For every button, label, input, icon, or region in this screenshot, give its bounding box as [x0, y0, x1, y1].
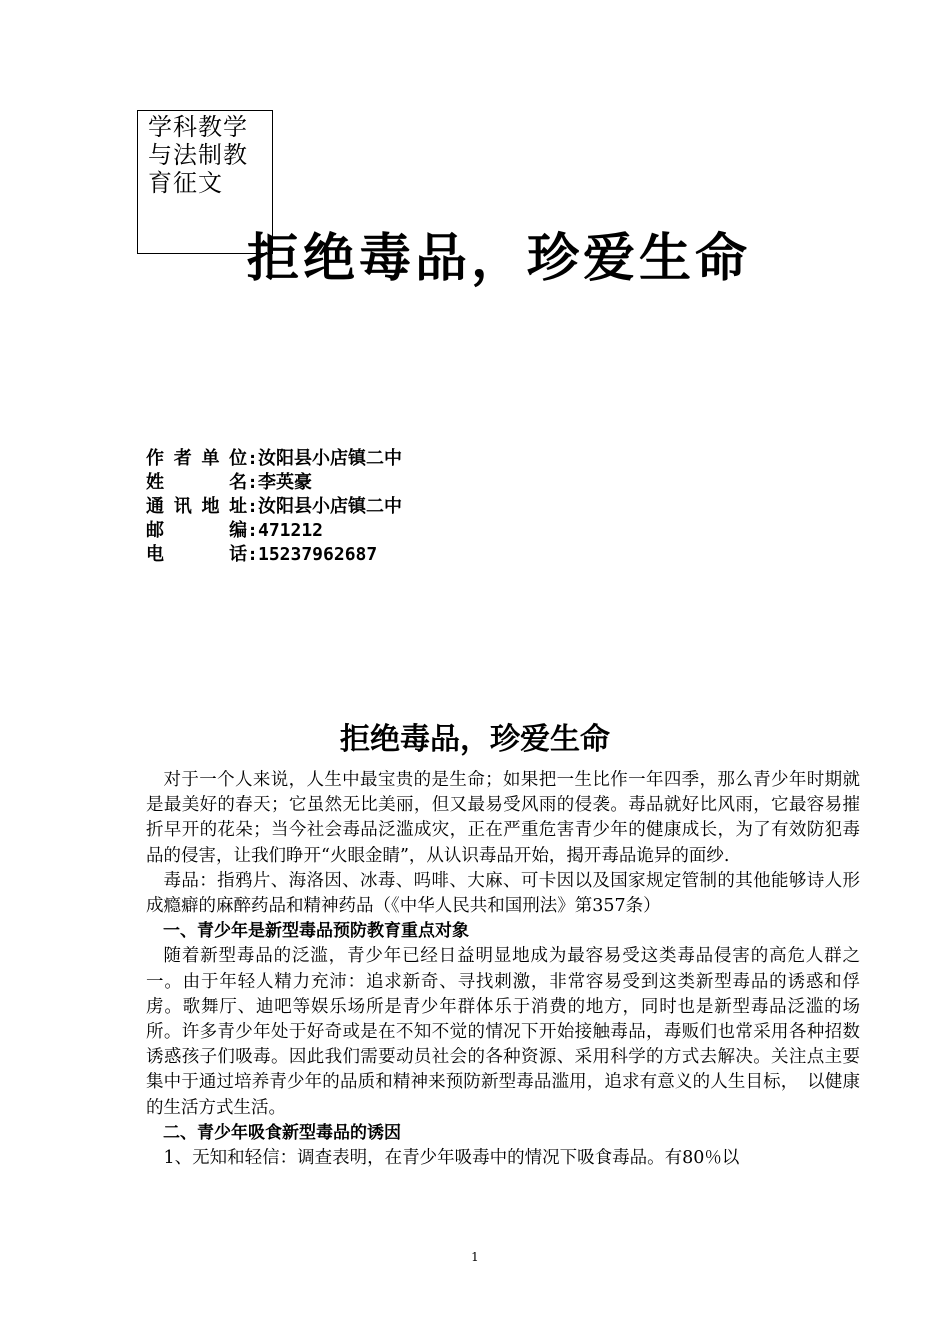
paragraph-section-2: 1、无知和轻信：调查表明，在青少年吸毒中的情况下吸食毒品。有80％以 [163, 1148, 740, 1169]
category-label [148, 113, 270, 197]
page-number: 1 [471, 1250, 479, 1264]
article-title: 拒绝毒品，珍爱生命 [340, 722, 610, 757]
info-value-name: 李英豪 [258, 472, 312, 493]
info-label-name: 姓 名: [146, 472, 258, 493]
category-line-3: 育征文 [148, 169, 223, 197]
paragraph-definition: 毒品：指鸦片、海洛因、冰毒、吗啡、大麻、可卡因以及国家规定管制的其他能够诗人形成瘾癖的麻醉药品和精神药品（《中华人民共和国刑法》第357条） [146, 870, 860, 917]
info-label-phone: 电 话: [146, 544, 258, 565]
info-row-phone [146, 543, 402, 567]
paragraph-intro: 对于一个人来说，人生中最宝贵的是生命；如果把一生比作一年四季，那么青少年时期就是最美好的春天；它虽然无比美丽，但又最易受风雨的侵袭。毒品就好比风雨，它最容易摧折早开的花朵；当今社会毒品泛滥成灾，正在严重危害青少年的健康成长，为了有效防犯毒品的侵害，让我们睁开“火眼金睛”，从认识毒品开始，揭开毒品诡异的面纱. [146, 770, 860, 866]
info-row-zip [146, 519, 402, 543]
paragraph-section-1: 随着新型毒品的泛滥，青少年已经日益明显地成为最容易受这类毒品侵害的高危人群之一。由于年轻人精力充沛：追求新奇、寻找刺激，非常容易受到这类新型毒品的诱惑和俘虏。歌舞厅、迪吧等娱乐场所是青少年群体乐于消费的地方，同时也是新型毒品泛滥的场所。许多青少年处于好奇或是在不知不觉的情况下开始接触毒品，毒贩们也常采用各种招数诱惑孩子们吸毒。因此我们需要动员社会的各种资源、采用科学的方式去解决。关注点主要集中于通过培养青少年的品质和精神来预防新型毒品滥用，追求有意义的人生目标， 以健康的生活方式生活。 [146, 946, 860, 1118]
info-value-phone: 15237962687 [258, 544, 378, 565]
info-label-zip: 邮 编: [146, 520, 258, 541]
info-label-unit: 作 者 单 位: [146, 448, 258, 469]
article-body [146, 768, 860, 1171]
cover-title: 拒绝毒品，珍爱生命 [247, 229, 752, 289]
info-row-name [146, 471, 402, 495]
info-value-unit: 汝阳县小店镇二中 [258, 448, 402, 469]
info-label-address: 通 讯 地 址: [146, 496, 258, 517]
author-info [146, 447, 402, 567]
info-value-address: 汝阳县小店镇二中 [258, 496, 402, 517]
section-heading-1: 一、青少年是新型毒品预防教育重点对象 [163, 921, 469, 942]
category-line-2: 与法制教 [148, 141, 248, 169]
info-value-zip: 471212 [258, 520, 324, 541]
info-row-address [146, 495, 402, 519]
category-line-1: 学科教学 [148, 113, 248, 141]
info-row-unit [146, 447, 402, 471]
section-heading-2: 二、青少年吸食新型毒品的诱因 [163, 1122, 401, 1143]
